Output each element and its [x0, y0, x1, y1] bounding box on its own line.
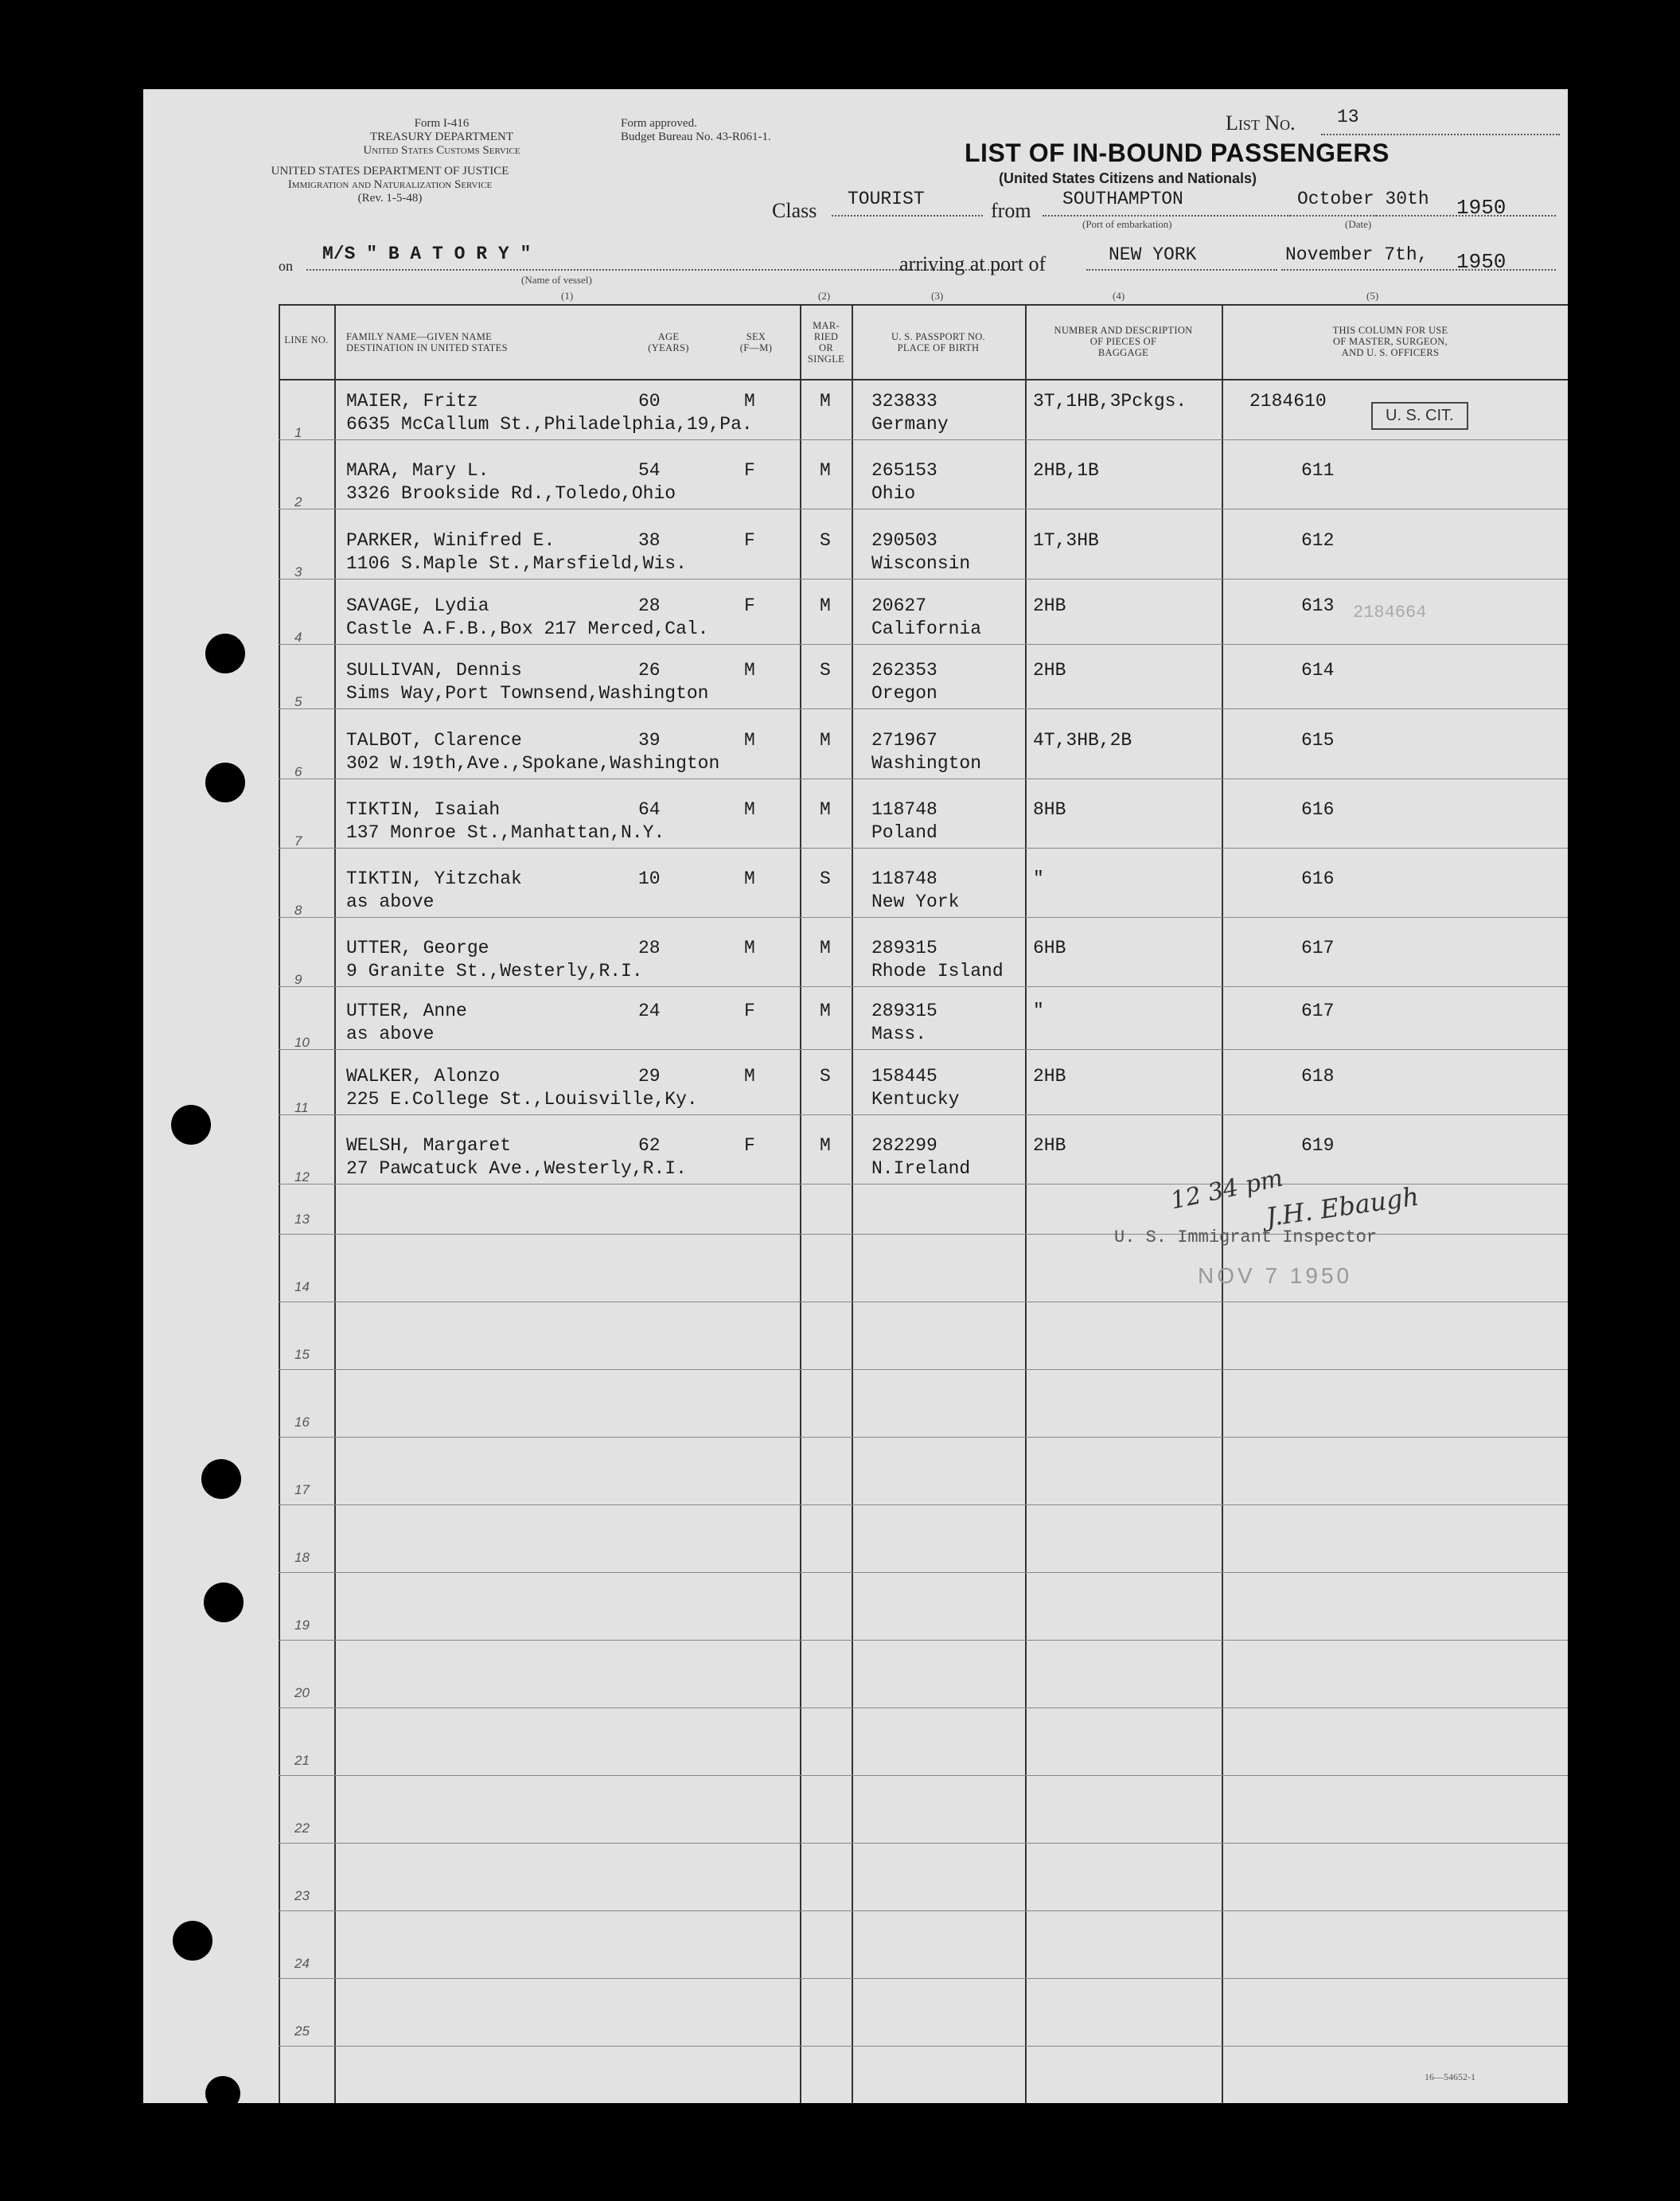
passenger-name: WELSH, Margaret: [346, 1135, 512, 1156]
passenger-age: 26: [638, 660, 661, 681]
line-number: 6: [294, 764, 302, 779]
binder-hole: [171, 1105, 211, 1145]
list-no-value: 13: [1337, 107, 1359, 127]
marital-status: S: [820, 660, 831, 681]
passport-number: 118748: [871, 799, 937, 820]
officer-number: 616: [1301, 868, 1335, 889]
officer-number: 611: [1301, 460, 1335, 481]
baggage: 2HB: [1033, 1066, 1066, 1087]
passenger-age: 29: [638, 1066, 661, 1087]
line-number: 2: [294, 494, 302, 509]
place-of-birth: Mass.: [871, 1024, 927, 1044]
passenger-destination: 137 Monroe St.,Manhattan,N.Y.: [346, 822, 665, 843]
place-of-birth: Germany: [871, 414, 949, 435]
date-caption: (Date): [1345, 218, 1372, 230]
passenger-name: SAVAGE, Lydia: [346, 595, 489, 616]
row-divider: [279, 1910, 1568, 1911]
row-divider: [279, 848, 1568, 849]
passenger-age: 10: [638, 868, 661, 889]
baggage: 2HB: [1033, 595, 1066, 616]
binder-hole: [201, 1459, 241, 1499]
row-divider: [279, 439, 1568, 440]
col-divider: [1025, 304, 1027, 2103]
customs-service: United States Customs Service: [363, 144, 520, 157]
officer-number: 616: [1301, 799, 1335, 820]
vessel-caption: (Name of vessel): [521, 274, 592, 286]
bottom-form-code: 16—54652-1: [1425, 2071, 1475, 2082]
baggage: 2HB: [1033, 1135, 1066, 1156]
passenger-destination: 3326 Brookside Rd.,Toledo,Ohio: [346, 483, 676, 504]
line-number: 10: [294, 1035, 310, 1050]
passenger-name: WALKER, Alonzo: [346, 1066, 501, 1087]
row-divider: [279, 1775, 1568, 1776]
handwritten-time: 12 34 pm: [1167, 1164, 1286, 1216]
inspector-signature: J.H. Ebaugh: [1264, 1181, 1421, 1233]
col-num-5: (5): [1366, 290, 1379, 302]
passport-number: 323833: [871, 391, 937, 412]
justice-dept: UNITED STATES DEPARTMENT OF JUSTICE: [271, 165, 509, 178]
line-number: 12: [294, 1169, 310, 1184]
col-header-passport: U. S. PASSPORT NO. PLACE OF BIRTH: [891, 331, 985, 353]
passport-number: 289315: [871, 1001, 937, 1021]
us-citizen-stamp: U. S. CIT.: [1371, 402, 1468, 430]
place-of-birth: California: [871, 619, 982, 639]
baggage: ": [1033, 1001, 1044, 1021]
embarkation-port: SOUTHAMPTON: [1062, 189, 1183, 209]
officer-number: 618: [1301, 1066, 1335, 1087]
passenger-destination: 225 E.College St.,Louisville,Ky.: [346, 1089, 698, 1110]
passenger-name: UTTER, Anne: [346, 1001, 467, 1021]
marital-status: M: [820, 595, 831, 616]
passenger-sex: F: [744, 460, 755, 481]
binder-hole: [205, 763, 245, 802]
baggage: 8HB: [1033, 799, 1066, 820]
passenger-name: TIKTIN, Yitzchak: [346, 868, 522, 889]
passenger-name: TIKTIN, Isaiah: [346, 799, 501, 820]
passenger-sex: M: [744, 799, 755, 820]
inspector-caption: U. S. Immigrant Inspector: [1114, 1227, 1378, 1247]
passenger-destination: Sims Way,Port Townsend,Washington: [346, 683, 709, 704]
officer-number: 617: [1301, 938, 1335, 958]
justice-header: [263, 165, 517, 205]
marital-status: S: [820, 530, 831, 551]
line-number: 4: [294, 630, 302, 645]
col-divider: [334, 304, 336, 2103]
faint-officer-number: 2184664: [1353, 603, 1427, 622]
binder-hole: [204, 1582, 244, 1622]
date-stamp: NOV 7 1950: [1198, 1263, 1353, 1288]
passenger-destination: as above: [346, 1024, 435, 1044]
port-embark-caption: (Port of embarkation): [1082, 218, 1172, 230]
header-bottom-rule: [279, 379, 1568, 380]
line-number: 7: [294, 833, 302, 849]
passenger-destination: as above: [346, 892, 435, 912]
baggage: 1T,3HB: [1033, 530, 1099, 551]
baggage: 6HB: [1033, 938, 1066, 958]
col-num-2: (2): [818, 290, 831, 302]
marital-status: M: [820, 730, 831, 751]
embarkation-date: October 30th: [1297, 189, 1429, 209]
row-divider: [279, 579, 1568, 580]
row-divider: [279, 1369, 1568, 1370]
line-number: 9: [294, 972, 302, 987]
officer-number: 617: [1301, 1001, 1335, 1021]
passenger-age: 28: [638, 938, 661, 958]
row-divider: [279, 1572, 1568, 1573]
row-divider: [279, 644, 1568, 645]
revision: (Rev. 1-5-48): [357, 192, 423, 205]
place-of-birth: Washington: [871, 753, 982, 774]
place-of-birth: Rhode Island: [871, 961, 1004, 981]
passenger-destination: 27 Pawcatuck Ave.,Westerly,R.I.: [346, 1158, 687, 1179]
col-header-sex: SEX (F—M): [739, 331, 773, 353]
place-of-birth: N.Ireland: [871, 1158, 971, 1179]
passenger-age: 54: [638, 460, 661, 481]
embarkation-year: 1950: [1456, 196, 1507, 220]
vessel-name: M/S " B A T O R Y ": [322, 244, 532, 264]
ins-service: Immigration and Naturalization Service: [287, 178, 493, 191]
place-of-birth: Poland: [871, 822, 937, 843]
line-number: 19: [294, 1618, 310, 1633]
passenger-name: PARKER, Winifred E.: [346, 530, 555, 551]
passenger-sex: M: [744, 660, 755, 681]
line-number: 14: [294, 1279, 310, 1294]
marital-status: M: [820, 460, 831, 481]
line-number: 8: [294, 903, 302, 918]
line-number: 22: [294, 1821, 310, 1836]
binder-hole: [173, 1921, 212, 1961]
baggage: 4T,3HB,2B: [1033, 730, 1132, 751]
binder-hole: [205, 634, 245, 673]
row-divider: [279, 917, 1568, 918]
passenger-age: 60: [638, 391, 661, 412]
from-label: from: [991, 199, 1031, 222]
officer-number: 613: [1301, 595, 1335, 616]
table-left-border: [279, 304, 280, 2103]
line-number: 18: [294, 1550, 310, 1565]
passenger-destination: 6635 McCallum St.,Philadelphia,19,Pa.: [346, 414, 753, 435]
col-num-3: (3): [931, 290, 944, 302]
passenger-sex: F: [744, 1135, 755, 1156]
place-of-birth: Ohio: [871, 483, 916, 504]
line-number: 5: [294, 694, 302, 709]
passenger-sex: M: [744, 938, 755, 958]
row-divider: [279, 2046, 1568, 2047]
binder-hole: [205, 2076, 240, 2111]
baggage: ": [1033, 868, 1044, 889]
line-number: 15: [294, 1347, 310, 1362]
marital-status: M: [820, 1135, 831, 1156]
col-num-4: (4): [1113, 290, 1125, 302]
passenger-age: 64: [638, 799, 661, 820]
row-divider: [279, 1437, 1568, 1438]
line-number: 24: [294, 1956, 310, 1971]
row-divider: [279, 1301, 1568, 1302]
class-label: Class: [772, 199, 817, 222]
place-of-birth: Wisconsin: [871, 553, 971, 574]
list-no-label: List No.: [1226, 111, 1296, 135]
line-number: 20: [294, 1685, 310, 1700]
passenger-sex: M: [744, 868, 755, 889]
row-divider: [279, 1843, 1568, 1844]
passenger-age: 62: [638, 1135, 661, 1156]
col-divider: [852, 304, 853, 2103]
on-label: on: [279, 258, 293, 274]
passenger-sex: M: [744, 730, 755, 751]
passport-number: 289315: [871, 938, 937, 958]
passenger-age: 38: [638, 530, 661, 551]
line-number: 13: [294, 1212, 310, 1227]
baggage: 3T,1HB,3Pckgs.: [1033, 391, 1187, 412]
form-number: Form I-416: [414, 117, 470, 130]
line-number: 1: [294, 425, 302, 440]
place-of-birth: Oregon: [871, 683, 937, 704]
passenger-destination: 9 Granite St.,Westerly,R.I.: [346, 961, 643, 981]
officer-number: 615: [1301, 730, 1335, 751]
row-divider: [279, 1114, 1568, 1115]
passenger-sex: F: [744, 595, 755, 616]
row-divider: [279, 986, 1568, 987]
passenger-name: TALBOT, Clarence: [346, 730, 522, 751]
col-header-officers: THIS COLUMN FOR USE OF MASTER, SURGEON, AND U. S. OFFICERS: [1332, 325, 1448, 358]
approval-block: [621, 117, 852, 144]
col-header-age: AGE (YEARS): [648, 331, 689, 353]
row-divider: [279, 1707, 1568, 1708]
marital-status: M: [820, 938, 831, 958]
place-of-birth: New York: [871, 892, 960, 912]
col-num-1: (1): [561, 290, 574, 302]
line-number: 23: [294, 1888, 310, 1903]
passenger-sex: F: [744, 530, 755, 551]
officer-number: 612: [1301, 530, 1335, 551]
col-header-baggage: NUMBER AND DESCRIPTION OF PIECES OF BAGGAGE: [1054, 325, 1193, 358]
place-of-birth: Kentucky: [871, 1089, 960, 1110]
row-divider: [279, 1978, 1568, 1979]
passenger-destination: 1106 S.Maple St.,Marsfield,Wis.: [346, 553, 687, 574]
passenger-name: MAIER, Fritz: [346, 391, 478, 412]
marital-status: M: [820, 1001, 831, 1021]
passenger-name: SULLIVAN, Dennis: [346, 660, 522, 681]
table-top-rule: [279, 304, 1568, 306]
budget-bureau: Budget Bureau No. 43-R061-1.: [621, 131, 771, 143]
page-subtitle: (United States Citizens and Nationals): [999, 170, 1257, 186]
passport-number: 118748: [871, 868, 937, 889]
row-divider: [279, 1504, 1568, 1505]
col-header-name: FAMILY NAME—GIVEN NAME DESTINATION IN UNITED STATES: [346, 331, 508, 353]
line-number: 21: [294, 1753, 310, 1768]
col-divider: [800, 304, 801, 2103]
officer-number: 614: [1301, 660, 1335, 681]
form-header-left: [322, 117, 561, 158]
row-divider: [279, 1640, 1568, 1641]
line-number: 11: [294, 1100, 309, 1115]
passenger-sex: M: [744, 391, 755, 412]
marital-status: M: [820, 391, 831, 412]
arriving-label: arriving at port of: [899, 252, 1047, 275]
passenger-sex: F: [744, 1001, 755, 1021]
marital-status: M: [820, 799, 831, 820]
passenger-sex: M: [744, 1066, 755, 1087]
row-divider: [279, 1049, 1568, 1050]
page-title: LIST OF IN-BOUND PASSENGERS: [965, 139, 1390, 167]
treasury-dept: TREASURY DEPARTMENT: [369, 131, 514, 143]
passenger-name: UTTER, George: [346, 938, 489, 958]
arrival-port: NEW YORK: [1109, 244, 1197, 265]
passenger-name: MARA, Mary L.: [346, 460, 489, 481]
baggage: 2HB: [1033, 660, 1066, 681]
marital-status: S: [820, 868, 831, 889]
marital-status: S: [820, 1066, 831, 1087]
baggage: 2HB,1B: [1033, 460, 1099, 481]
passenger-destination: 302 W.19th,Ave.,Spokane,Washington: [346, 753, 720, 774]
passport-number: 271967: [871, 730, 937, 751]
passenger-manifest-page: [143, 89, 1568, 2103]
col-header-married: MAR- RIED OR SINGLE: [807, 320, 845, 365]
passport-number: 290503: [871, 530, 937, 551]
passenger-age: 24: [638, 1001, 661, 1021]
passenger-age: 28: [638, 595, 661, 616]
form-approved: Form approved.: [621, 117, 697, 130]
passport-number: 282299: [871, 1135, 937, 1156]
passport-number: 158445: [871, 1066, 937, 1087]
row-divider: [279, 708, 1568, 709]
officer-number: 2184610: [1249, 391, 1327, 412]
class-value: TOURIST: [848, 189, 925, 209]
col-header-line-no: LINE NO.: [284, 334, 329, 345]
line-number: 17: [294, 1482, 310, 1497]
officer-number: 619: [1301, 1135, 1335, 1156]
line-number: 25: [294, 2023, 310, 2039]
line-number: 3: [294, 564, 302, 580]
line-number: 16: [294, 1415, 310, 1430]
passenger-destination: Castle A.F.B.,Box 217 Merced,Cal.: [346, 619, 709, 639]
passport-number: 265153: [871, 460, 937, 481]
passport-number: 20627: [871, 595, 927, 616]
passport-number: 262353: [871, 660, 937, 681]
arrival-year: 1950: [1456, 250, 1507, 274]
arrival-date: November 7th,: [1285, 244, 1429, 265]
passenger-age: 39: [638, 730, 661, 751]
